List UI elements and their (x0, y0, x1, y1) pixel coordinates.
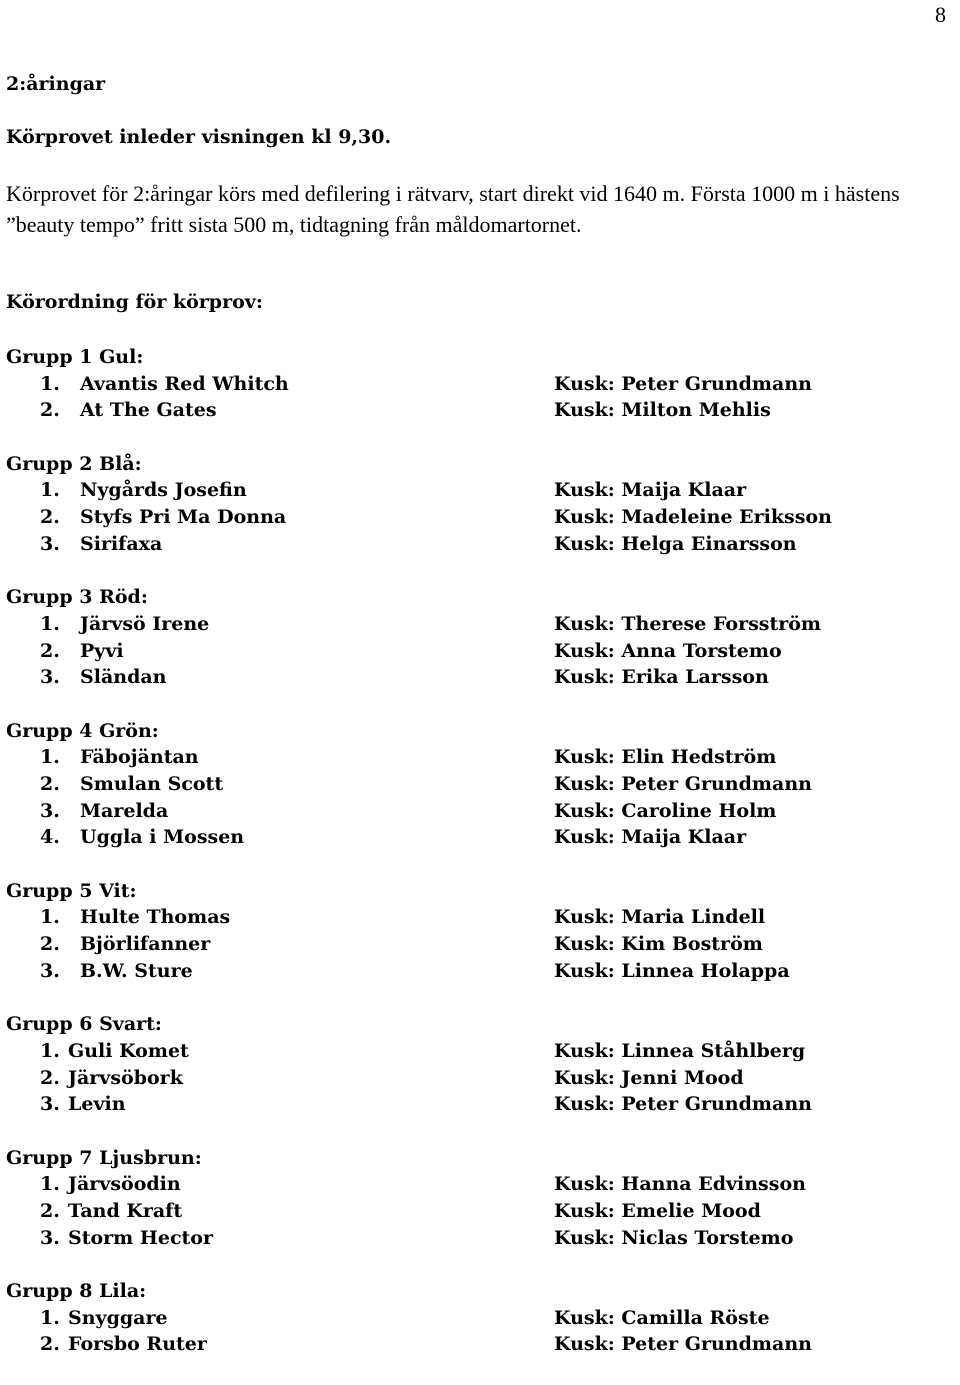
driver-name: Kusk: Maria Lindell (554, 906, 766, 929)
entry-number: 3. (40, 959, 60, 982)
entry-row (6, 504, 956, 531)
entry-number: 2. (40, 1333, 60, 1356)
horse-name: Forsbo Ruter (68, 1333, 207, 1356)
group-title: Grupp 3 Röd: (6, 586, 148, 609)
group-title: Grupp 8 Lila: (6, 1280, 147, 1303)
entry-number: 3. (40, 1226, 60, 1249)
group-2 (6, 451, 956, 558)
driver-name: Kusk: Hanna Edvinsson (554, 1173, 806, 1196)
entry-number: 1. (40, 746, 60, 769)
driver-name: Kusk: Erika Larsson (554, 666, 769, 689)
entry-number: 1. (40, 372, 60, 395)
horse-name: Tand Kraft (68, 1200, 183, 1222)
driver-name: Kusk: Caroline Holm (554, 799, 777, 822)
horse-name: Järvsö Irene (80, 612, 210, 635)
horse-name: At The Gates (80, 399, 217, 422)
entry-row (6, 664, 956, 691)
horse-name: Styfs Pri Ma Donna (80, 506, 287, 529)
horse-name: Björlifanner (80, 933, 211, 956)
horse-name: Marelda (80, 799, 169, 822)
horse-name: Avantis Red Whitch (80, 372, 289, 395)
entry-row (6, 1091, 956, 1118)
group-title: Grupp 6 Svart: (6, 1013, 162, 1036)
intro-lead: Körprovet (6, 181, 97, 206)
driver-name: Kusk: Milton Mehlis (554, 399, 771, 422)
entry-row (6, 904, 956, 931)
entry-number: 2. (40, 399, 60, 422)
horse-name: Smulan Scott (80, 773, 224, 795)
entry-number: 3. (40, 532, 60, 555)
driver-name: Kusk: Jenni Mood (554, 1066, 744, 1089)
entry-row (6, 477, 956, 504)
entry-row (6, 1065, 956, 1092)
entry-row (6, 744, 956, 771)
group-7 (6, 1145, 956, 1252)
intro-text: för 2:åringar körs med defilering i rätvarv, start direkt vid 1640 m. Första 1000 m i hästens ”beauty tempo” fritt sista 500 m, tidtagning från måldomartornet. (6, 181, 900, 237)
driver-name: Kusk: Therese Forsström (554, 612, 822, 635)
horse-name: Guli Komet (68, 1039, 189, 1062)
entry-number: 1. (40, 612, 60, 635)
horse-name: Pyvi (80, 639, 124, 662)
horse-name: Sirifaxa (80, 532, 163, 555)
driver-name: Kusk: Madeleine Eriksson (554, 506, 832, 529)
entry-number: 2. (40, 773, 60, 795)
horse-name: Storm Hector (68, 1226, 213, 1249)
entry-row (6, 531, 956, 558)
page-heading: 2:åringar (6, 73, 106, 95)
entry-row (6, 1305, 956, 1332)
entry-number: 1. (40, 479, 60, 502)
group-4 (6, 718, 956, 851)
driver-name: Kusk: Kim Boström (554, 933, 763, 956)
entry-row (6, 1225, 956, 1252)
driver-name: Kusk: Niclas Torstemo (554, 1226, 794, 1249)
entry-number: 1. (40, 1306, 60, 1329)
driver-name: Kusk: Helga Einarsson (554, 532, 797, 555)
entry-number: 1. (40, 906, 60, 929)
horse-name: Sländan (80, 666, 167, 689)
horse-name: Nygårds Josefin (80, 479, 247, 502)
entry-row (6, 397, 956, 424)
horse-name: Järvsöbork (68, 1066, 183, 1089)
group-title: Grupp 4 Grön: (6, 719, 159, 742)
horse-name: Järvsöodin (68, 1173, 181, 1196)
horse-name: Levin (68, 1093, 126, 1116)
group-5 (6, 878, 956, 985)
driver-name: Kusk: Peter Grundmann (554, 773, 812, 795)
entry-number: 4. (40, 826, 60, 849)
entry-row (6, 1038, 956, 1065)
entry-row (6, 1198, 956, 1225)
driver-name: Kusk: Anna Torstemo (554, 639, 782, 662)
entry-number: 3. (40, 1093, 60, 1116)
entry-row (6, 1171, 956, 1198)
driver-name: Kusk: Camilla Röste (554, 1306, 770, 1329)
horse-name: Hulte Thomas (80, 906, 231, 929)
group-title: Grupp 5 Vit: (6, 879, 137, 902)
entry-row (6, 611, 956, 638)
entry-row (6, 371, 956, 398)
group-8 (6, 1278, 956, 1358)
entry-row (6, 771, 956, 798)
driver-name: Kusk: Maija Klaar (554, 479, 747, 502)
driver-name: Kusk: Linnea Holappa (554, 959, 790, 982)
group-list (6, 344, 956, 1385)
horse-name: B.W. Sture (80, 959, 193, 982)
entry-number: 2. (40, 1200, 60, 1222)
entry-row (6, 1331, 956, 1358)
group-3 (6, 584, 956, 691)
page-number: 8 (935, 2, 946, 27)
entry-number: 3. (40, 799, 60, 822)
entry-number: 2. (40, 933, 60, 956)
driver-name: Kusk: Maija Klaar (554, 826, 747, 849)
intro-paragraph (6, 178, 956, 240)
entry-number: 1. (40, 1173, 60, 1196)
entry-row (6, 824, 956, 851)
group-title: Grupp 1 Gul: (6, 346, 144, 368)
horse-name: Uggla i Mossen (80, 826, 245, 849)
horse-name: Fäbojäntan (80, 746, 199, 769)
horse-name: Snyggare (68, 1306, 168, 1329)
driver-name: Kusk: Emelie Mood (554, 1200, 761, 1222)
entry-row (6, 931, 956, 958)
group-title: Grupp 7 Ljusbrun: (6, 1146, 202, 1169)
driver-name: Kusk: Peter Grundmann (554, 1333, 812, 1356)
group-title: Grupp 2 Blå: (6, 452, 142, 475)
start-time-subheading: Körprovet inleder visningen kl 9,30. (6, 126, 392, 148)
driver-name: Kusk: Elin Hedström (554, 746, 777, 769)
driver-name: Kusk: Linnea Ståhlberg (554, 1039, 806, 1062)
entry-number: 3. (40, 666, 60, 689)
entry-row (6, 638, 956, 665)
driver-name: Kusk: Peter Grundmann (554, 372, 812, 395)
entry-number: 2. (40, 639, 60, 662)
entry-number: 1. (40, 1039, 60, 1062)
entry-number: 2. (40, 506, 60, 529)
entry-number: 2. (40, 1066, 60, 1089)
order-title: Körordning för körprov: (6, 291, 263, 313)
entry-row (6, 798, 956, 825)
group-6 (6, 1011, 956, 1118)
entry-row (6, 958, 956, 985)
group-1 (6, 344, 956, 424)
driver-name: Kusk: Peter Grundmann (554, 1093, 812, 1116)
